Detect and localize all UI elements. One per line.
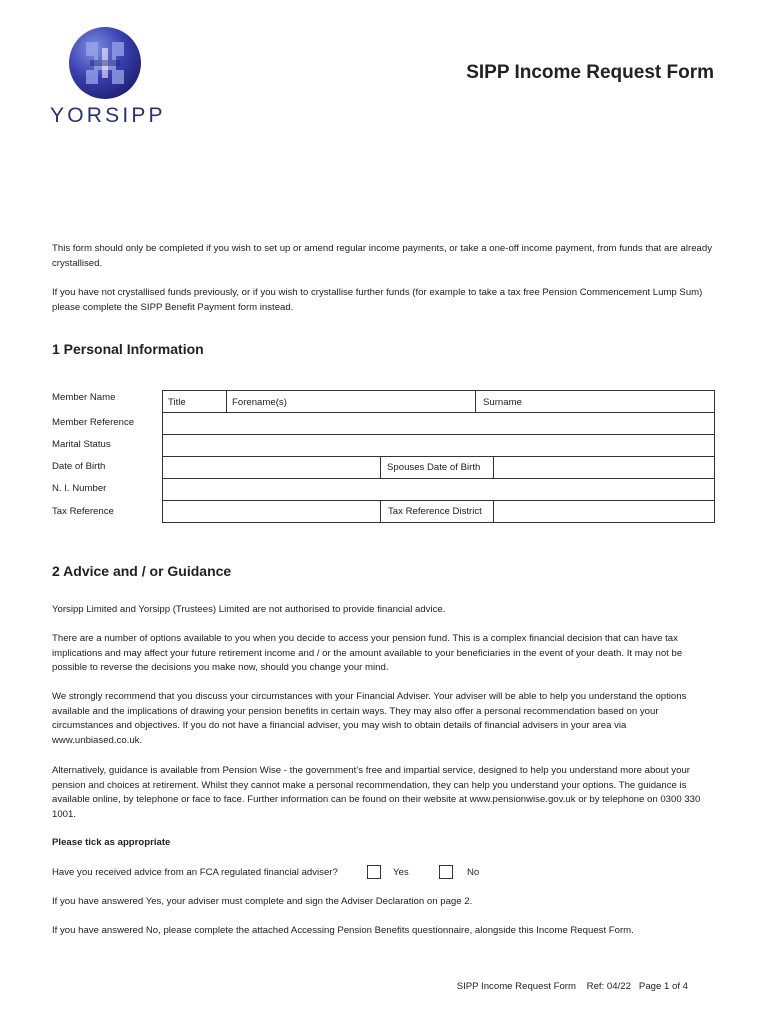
member-reference-label: Member Reference xyxy=(52,417,135,428)
tax-reference-district-field[interactable] xyxy=(494,501,714,522)
spouses-date-of-birth-field[interactable] xyxy=(494,457,714,478)
form-title: SIPP Income Request Form xyxy=(466,62,714,83)
date-of-birth-row xyxy=(162,456,715,479)
no-checkbox[interactable] xyxy=(439,865,453,879)
advice-paragraph-2: There are a number of options available to you when you decide to access your pension fund. This is a complex financial decision that can have tax implications and may affect your future retirement income and / or the amount available to your beneficiaries in the event of your death. It may not be possible to reverse the decisions you make now, should you change your mind. xyxy=(52,633,683,674)
ni-number-label: N. I. Number xyxy=(52,483,107,494)
footer-page-number: Page 1 of 4 xyxy=(638,981,688,992)
advice-paragraph-4: Alternatively, guidance is available from Pension Wise - the government’s free and impartial service, designed to help you understand more about your pension and choices at retirement. Whilst they cannot make a personal recommendation, they can help you understand your options. The guidance is available online, by telephone or face to face. Further information can be found on their website at www.pensionwise.gov.uk or by telephone on 0300 330 1001. xyxy=(52,765,701,820)
forenames-label: Forename(s) xyxy=(232,397,287,408)
marital-status-label: Marital Status xyxy=(52,439,111,450)
divider xyxy=(380,501,381,522)
surname-field[interactable] xyxy=(476,391,714,412)
tax-reference-district-label: Tax Reference District xyxy=(388,506,482,517)
member-name-label: Member Name xyxy=(52,392,116,403)
advice-question: Have you received advice from an FCA regulated financial adviser? xyxy=(52,867,338,878)
spouses-date-of-birth-label: Spouses Date of Birth xyxy=(387,462,481,473)
date-of-birth-label: Date of Birth xyxy=(52,461,106,472)
ni-number-field[interactable] xyxy=(162,478,715,501)
yes-label: Yes xyxy=(393,867,409,878)
intro-paragraph-1: This form should only be completed if you wish to set up or amend regular income payments, or take a one-off income payment, from funds that are already crystallised. xyxy=(52,243,712,269)
page-footer xyxy=(457,981,688,992)
section-1-heading: 1 Personal Information xyxy=(52,341,204,357)
logo-wordmark: YORSIPP xyxy=(50,104,166,127)
tax-reference-field[interactable] xyxy=(163,501,380,522)
advice-paragraph-1: Yorsipp Limited and Yorsipp (Trustees) Limited are not authorised to provide financial advice. xyxy=(52,604,446,615)
footer-ref: Ref: 04/22 xyxy=(586,981,631,992)
yorsipp-logo-mark xyxy=(68,26,142,100)
footer-form-name: SIPP Income Request Form xyxy=(456,981,576,992)
title-field[interactable] xyxy=(163,391,226,412)
member-reference-field[interactable] xyxy=(162,412,715,435)
date-of-birth-field[interactable] xyxy=(163,457,380,478)
yes-checkbox[interactable] xyxy=(367,865,381,879)
member-name-row xyxy=(162,390,715,413)
if-yes-instruction: If you have answered Yes, your adviser must complete and sign the Adviser Declaration on page 2. xyxy=(52,896,473,907)
divider xyxy=(380,457,381,478)
if-no-instruction: If you have answered No, please complete the attached Accessing Pension Benefits questionnaire, alongside this Income Request Form. xyxy=(52,925,634,936)
forenames-field[interactable] xyxy=(227,391,475,412)
advice-paragraph-3: We strongly recommend that you discuss your circumstances with your Financial Adviser. Your adviser will be able to help you understand the options available and the implications of drawing your pension benefits in certain ways. They may also offer a personal recommendation based on your circumstances and objectives. If you do not have a financial adviser, you may wish to obtain details of financial advisers in your area via www.unbiased.co.uk. xyxy=(52,691,687,746)
marital-status-field[interactable] xyxy=(162,434,715,457)
no-label: No xyxy=(467,867,480,878)
tax-reference-label: Tax Reference xyxy=(52,506,114,517)
intro-paragraph-2: If you have not crystallised funds previously, or if you wish to crystallise further funds (for example to take a tax free Pension Commencement Lump Sum) please complete the SIPP Benefit Payment form instead. xyxy=(52,287,703,313)
tick-heading: Please tick as appropriate xyxy=(52,837,171,848)
tax-reference-row xyxy=(162,500,715,523)
surname-label: Surname xyxy=(483,397,522,408)
title-label: Title xyxy=(168,397,186,408)
section-2-heading: 2 Advice and / or Guidance xyxy=(52,563,232,579)
